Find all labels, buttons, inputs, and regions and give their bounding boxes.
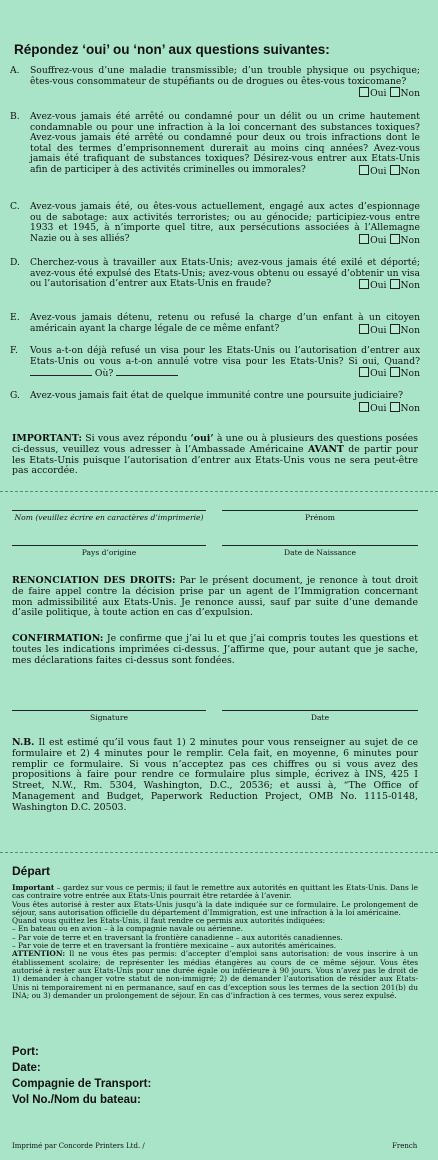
question-letter: F. (10, 345, 18, 356)
ou-label: Où? (94, 368, 114, 380)
renonciation-paragraph (12, 576, 418, 619)
non-label: Non (400, 324, 420, 336)
important-avant: AVANT (307, 443, 344, 455)
naissance-caption: Date de Naissance (284, 548, 356, 557)
compagnie-field-label: Compagnie de Transport: (12, 1078, 152, 1090)
question-text: Avez-vous jamais été, ou êtes-vous actuellement, engagé aux actes d’espionnage ou de sabotage: aux activités terroristes; ou au génocide; participiez-vous entre 1933 et 1945, à n’importe quel titre, aux persécutions associées à l’Allemagne Nazie ou à ses alliés? (30, 201, 420, 244)
yes-no-group (356, 234, 420, 247)
ou-field[interactable] (116, 367, 178, 376)
oui-checkbox[interactable] (359, 87, 369, 97)
depart-paragraph: Quand vous quittez les Etats-Unis, il faut rendre ce permis aux autorités indiquées: (12, 916, 326, 926)
non-label: Non (400, 234, 420, 246)
question-g (10, 391, 420, 414)
yes-no-group (356, 324, 420, 337)
question-letter: E. (10, 312, 20, 323)
date-field-label: Date: (12, 1062, 41, 1074)
question-d (10, 258, 420, 292)
date-caption: Date (310, 713, 330, 722)
tear-line (0, 491, 438, 492)
important-text: à une ou à plusieurs des questions posées ci-dessus, veuillez vous adresser à l’Ambassade Américaine (12, 433, 418, 455)
oui-checkbox[interactable] (359, 402, 369, 412)
depart-title: Départ (12, 864, 51, 878)
non-label: Non (400, 165, 420, 177)
signature-caption: Signature (90, 713, 128, 722)
question-a (10, 66, 420, 100)
oui-checkbox[interactable] (359, 165, 369, 175)
nb-paragraph (12, 738, 418, 814)
question-f (10, 346, 420, 380)
non-label: Non (400, 280, 420, 292)
renonciation-label: RENONCIATION DES DROITS: (12, 575, 176, 586)
language-label: French (392, 1142, 418, 1150)
depart-bullet: – Par voie de terre et en traversant la frontière mexicaine – aux autorités américaines. (12, 941, 337, 951)
oui-label: Oui (370, 165, 387, 177)
depart-bullet: – Par voie de terre et en traversant la frontière canadienne – aux autorités canadiennes. (12, 932, 343, 942)
question-letter: D. (10, 257, 20, 268)
oui-label: Oui (370, 280, 387, 292)
question-text: Souffrez-vous d’une maladie transmissible; d’un trouble physique ou psychique; êtes-vous consommateur de stupéfiants ou de drogues ou êtes-vous toxicomane? (30, 65, 420, 87)
depart-paragraph: Vous êtes autorisé à rester aux Etats-Unis jusqu’à la date indiquée sur ce formulaire. Le prolongement de séjour, sans autorisation officielle du département d’Immigration, est une infraction à la loi américaine. (12, 899, 418, 917)
non-label: Non (400, 368, 420, 380)
nb-text: Il est estimé qu’il vous faut 1) 2 minutes pour vous renseigner au sujet de ce formulaire et 2) 4 minutes pour le remplir. Cela fait, en moyenne, 6 minutes pour remplir ce formulaire. Si vous n’acceptez pas ces chiffres ou si vous avez des propositions à faire pour rendre ce formulaire plus simple, écrivez à INS, 425 I Street, N.W., Rm. 5304, Washington, D.C., 20536; et aussi à, “The Office of Management and Budget, Paperwork Reduction Project, OMB No. 1115-0148, Washington D.C. 20503. (12, 737, 418, 813)
non-label: Non (400, 88, 420, 100)
yes-no-group (356, 165, 420, 178)
non-checkbox[interactable] (390, 87, 400, 97)
confirmation-label: CONFIRMATION: (12, 633, 104, 644)
oui-checkbox[interactable] (359, 279, 369, 289)
oui-label: Oui (370, 324, 387, 336)
date-field[interactable] (222, 710, 418, 711)
pays-field[interactable] (12, 545, 206, 546)
renonciation-text: Par le présent document, je renonce à tout droit de faire appel contre la décision prise par un agent de l’Immigration concernant mon admissibilité aux Etats-Unis. Je renonce aussi, sauf par suite d’une demande d’asile politique, à toute action en cas d’expulsion. (12, 575, 418, 619)
questions-heading: Répondez ‘oui’ ou ‘non’ aux questions suivantes: (14, 42, 330, 57)
oui-label: Oui (370, 234, 387, 246)
non-checkbox[interactable] (390, 324, 400, 334)
prenom-field[interactable] (222, 510, 418, 511)
question-b (10, 112, 420, 178)
confirmation-paragraph (12, 634, 418, 666)
non-label: Non (400, 402, 420, 414)
question-letter: B. (10, 111, 20, 122)
nom-field[interactable] (12, 510, 206, 511)
question-letter: A. (10, 65, 20, 76)
question-text: Cherchez-vous à travailler aux Etats-Unis; avez-vous jamais été exilé et déporté; avez-vous été expulsé des Etats-Unis; avez-vous obtenu ou essayé d’obtenir un visa ou l’autorisation d’entrer aux Etats-Unis en fraude? (30, 257, 420, 290)
prenom-caption: Prénom (305, 513, 335, 522)
quand-label: Quand? (384, 355, 421, 367)
question-text: Avez-vous jamais fait état de quelque immunité contre une poursuite judiciaire? (30, 390, 404, 401)
confirmation-text: Je confirme que j’ai lu et que j’ai compris toutes les questions et toutes les indications imprimées ci-dessus. J’affirme que, pour autant que je sache, mes déclarations faites ci-dessus sont fondées. (12, 633, 418, 666)
important-text: Si vous avez répondu (82, 433, 191, 444)
naissance-field[interactable] (222, 545, 418, 546)
depart-important-label: Important (12, 883, 55, 892)
non-checkbox[interactable] (390, 402, 400, 412)
nom-caption: Nom (veuillez écrire en caractères d’imprimerie) (14, 513, 204, 522)
oui-checkbox[interactable] (359, 324, 369, 334)
attention-text: Il ne vous êtes pas permis: d’accepter d’emploi sans autorisation: de vous inscrire à un établissement scolaire; de représenter les médias étangères au cours de ce même séjour. Vous êtes autorisé à rester aux Etats-Unis pour une durée égale ou inférieure à 90 jours. Vous n’avez pas le droit de 1) demander à changer votre statut de non-immigré; 2) de demander l’autorisation de résider aux Etats-Unis ni temporairement ni en permanance, sauf en cas d’exception sous les termes de la section 201(b) du INA; ou 3) demander un prolongement de séjour. En cas d’infraction à ces termes, vous serez expulsé. (12, 949, 418, 1000)
depart-instructions (12, 884, 418, 1000)
oui-checkbox[interactable] (359, 367, 369, 377)
attention-label: ATTENTION: (12, 949, 66, 959)
vol-field-label: Vol No./Nom du bateau: (12, 1094, 141, 1106)
important-oui: ‘oui’ (190, 433, 214, 444)
oui-label: Oui (370, 88, 387, 100)
question-text: Vous a-t-on déjà refusé un visa pour les Etats-Unis ou l’autorisation d’entrer aux Etats-Unis ou vous a-t-on annulé votre visa pour les Etats-Unis? Si oui, (30, 345, 420, 367)
question-letter: C. (10, 201, 20, 212)
yes-no-group (356, 402, 420, 415)
non-checkbox[interactable] (390, 234, 400, 244)
nb-label: N.B. (12, 737, 35, 748)
important-notice (12, 434, 418, 477)
quand-field[interactable] (30, 367, 92, 376)
tear-line (0, 852, 438, 853)
question-e (10, 313, 420, 336)
yes-no-group (356, 367, 420, 380)
printer-credit: Imprimé par Concorde Printers Ltd. / (12, 1142, 145, 1150)
pays-caption: Pays d’origine (81, 548, 137, 557)
non-checkbox[interactable] (390, 367, 400, 377)
question-letter: G. (10, 390, 20, 401)
question-text: Avez-vous jamais été arrêté ou condamné pour un délit ou un crime hautement condamnable ou pour une infraction à la loi concernant des substances toxiques? Avez-vous jamais été arrêté ou condamné pour deux ou trois infractions dont le total des termes d’emprisonnement durerait au moins cinq années? Avez-vous jamais été trafiquant de substances toxiques? Désirez-vous entrer aux Etats-Unis afin de participer à des activités criminelles ou immorales? (30, 111, 420, 175)
yes-no-group (356, 279, 420, 292)
signature-field[interactable] (12, 710, 206, 711)
oui-label: Oui (370, 402, 387, 414)
port-field-label: Port: (12, 1046, 39, 1058)
depart-bullet: – En bateau ou en avion – à la compagnie navale ou aérienne. (12, 924, 244, 934)
depart-important-text: – gardez sur vous ce permis; il faut le remettre aux autorités en quittant les Etats-Unis. Dans le cas contraire votre entrée aux Etats-Unis pourrait être retardée à l’avenir. (12, 883, 418, 901)
non-checkbox[interactable] (390, 279, 400, 289)
non-checkbox[interactable] (390, 165, 400, 175)
question-c (10, 202, 420, 246)
important-label: IMPORTANT: (12, 433, 83, 444)
yes-no-group (356, 87, 420, 100)
important-text: de partir pour les Etats-Unis puisque l’autorisation d’entrer aux Etats-Unis vous ne sera peut-être pas accordée. (12, 443, 418, 477)
question-text: Avez-vous jamais détenu, retenu ou refusé la charge d’un enfant à un citoyen américain ayant la charge légale de ce même enfant? (30, 312, 420, 334)
oui-checkbox[interactable] (359, 234, 369, 244)
oui-label: Oui (370, 368, 387, 380)
